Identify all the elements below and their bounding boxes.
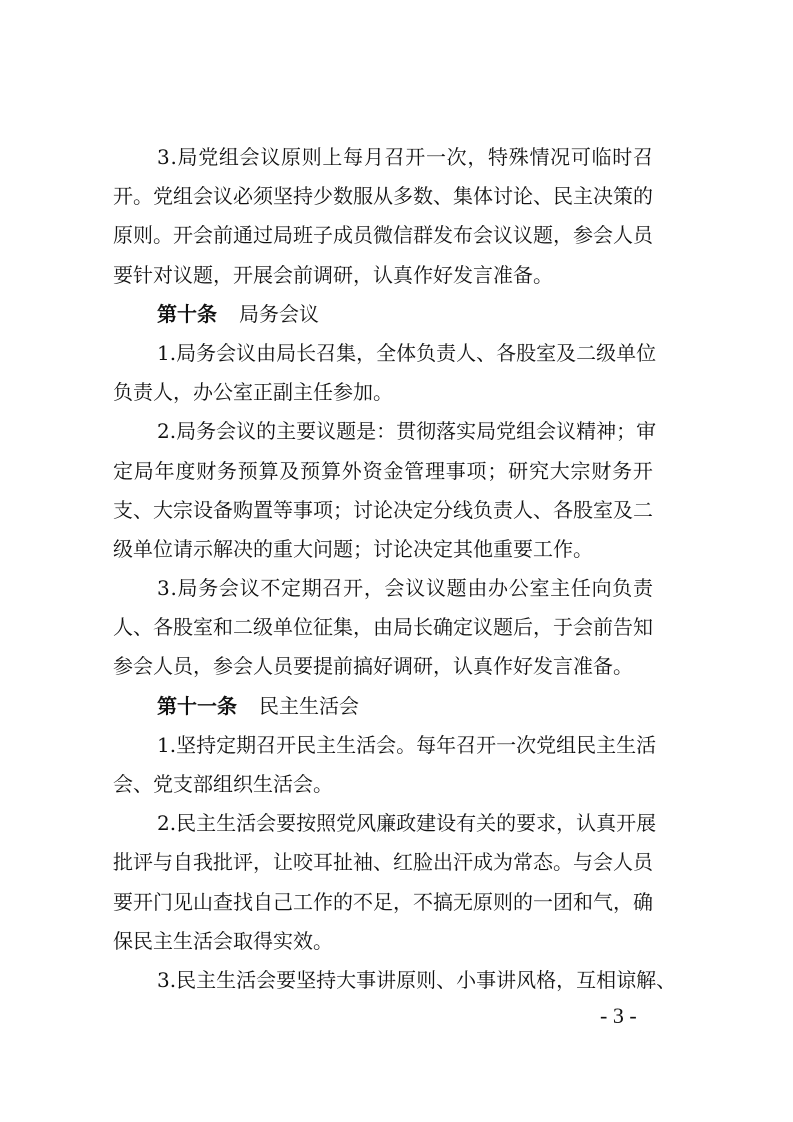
article-title: 民主生活会 [259, 693, 359, 718]
text-line: 定 局 年 度 财 务 预 算 及 预 算 外 资 金 管 理 事 项 ； 研 究 大 宗 财 务 开 [113, 458, 653, 483]
text-line: 2 . 局 务 会 议 的 主 要 议 题 是 ： 贯 彻 落 实 局 党 组 会 议 精 神 ； 审 [157, 419, 657, 444]
text-line: 保民主生活会取得实效。 [113, 928, 333, 953]
text-line: 级单位请示解决的重大问题；讨论决定其他重要工作。 [113, 536, 593, 561]
text-line: 批 评 与 自 我 批 评 ， 让 咬 耳 扯 袖 、 红 脸 出 汗 成 为 常 态 。 与 会 人 员 [113, 850, 653, 875]
text-line: 要针对议题，开展会前调研，认真作好发言准备。 [113, 262, 553, 287]
text-line: 要 开 门 见 山 查 找 自 己 工 作 的 不 足 ， 不 搞 无 原 则 的 一 团 和 气 ， 确 [113, 889, 653, 914]
text-line: 支 、 大 宗 设 备 购 置 等 事 项 ； 讨 论 决 定 分 线 负 责 人 、 各 股 室 及 二 [113, 497, 653, 522]
text-line: 原 则 。 开 会 前 通 过 局 班 子 成 员 微 信 群 发 布 会 议 议 题 ， 参 会 人 员 [113, 223, 653, 248]
text-line: 会、党支部组织生活会。 [113, 772, 333, 796]
text-line: 1 . 局 务 会 议 由 局 长 召 集 ， 全 体 负 责 人 、 各 股 室 及 二 级 单 位 [157, 340, 657, 365]
text-line: 1 . 坚 持 定 期 召 开 民 主 生 活 会 。 每 年 召 开 一 次 党 组 民 主 生 活 [157, 732, 657, 757]
text-line: 2 . 民 主 生 活 会 要 按 照 党 风 廉 政 建 设 有 关 的 要 求 ， 认 真 开 展 [157, 811, 657, 836]
text-line: 3 . 局 党 组 会 议 原 则 上 每 月 召 开 一 次 ， 特 殊 情 况 可 临 时 召 [157, 145, 653, 169]
text-line: 参会人员，参会人员要提前搞好调研，认真作好发言准备。 [113, 654, 633, 679]
text-line: 人 、 各 股 室 和 二 级 单 位 征 集 ， 由 局 长 确 定 议 题 后 ， 于 会 前 告 知 [113, 615, 653, 640]
text-line: 开 。 党 组 会 议 必 须 坚 持 少 数 服 从 多 数 、 集 体 讨 论 、 民 主 决 策 的 [113, 184, 653, 209]
text-line: 负责人，办公室正副主任参加。 [113, 380, 393, 405]
text-line: 3 . 局 务 会 议 不 定 期 召 开 ， 会 议 议 题 由 办 公 室 主 任 向 负 责 [157, 576, 653, 601]
article-number: 第十条 [157, 301, 217, 326]
page-number: - 3 - [600, 1003, 637, 1028]
article-title: 局务会议 [239, 301, 319, 326]
document-body [113, 138, 677, 1000]
article-heading [113, 295, 653, 334]
article-heading [113, 687, 653, 726]
text-line: 3 . 民 主 生 活 会 要 坚 持 大 事 讲 原 则 、 小 事 讲 风 格 ， 互 相 谅 解 、 [157, 967, 677, 992]
article-number: 第十一条 [157, 693, 237, 718]
